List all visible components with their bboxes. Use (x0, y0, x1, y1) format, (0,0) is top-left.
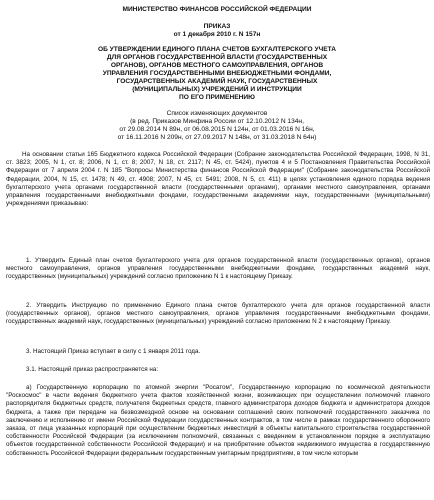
preamble-paragraph: На основании статьи 165 Бюджетного кодекса Российской Федерации (Собрание законодательства Российской Федерации, 1998, N 31, ст. 3823; 2005, N 1, ст. 8; 2006, N 1, ст. 8; 2007, N 18, ст. 2117; N 45, ст. 5424), пунктов 4 и 5 Постановления Правительства Российской Федерации от 7 апреля 2004 г. N 185 "Вопросы Министерства финансов Российской Федерации" (Собрание законодательства Российской Федерации, 2004, N 15, ст. 1478; N 49, ст. 4908; 2007, N 45, ст. 5491; 2008, N 5, ст. 411) в целях установления единого порядка ведения бухгалтерского учета органами государственной власти (государственными органами), органами местного самоуправления, органами управления государственными внебюджетными фондами, государственными академиями наук, государственными (муниципальными) учреждениями приказываю: (6, 151, 430, 208)
order-date: от 1 декабря 2010 г. N 157н (173, 31, 261, 38)
document-title-line: УПРАВЛЕНИЯ ГОСУДАРСТВЕННЫМИ ВНЕБЮДЖЕТНЫМИ ФОНДАМИ, (102, 70, 332, 77)
amendments-heading: Список изменяющих документов (166, 110, 268, 117)
document-title-line: ОРГАНОВ), ОРГАНОВ МЕСТНОГО САМОУПРАВЛЕНИЯ, ОРГАНОВ (110, 62, 324, 69)
order-title: ПРИКАЗ (203, 23, 231, 30)
document-title-line: ГОСУДАРСТВЕННЫХ АКАДЕМИЙ НАУК, ГОСУДАРСТВЕННЫХ (116, 78, 318, 85)
clause-3-1-a-paragraph: а) Государственную корпорацию по атомной энергии "Росатом", Государственную корпорацию по космической деятельности "Роскосмос" в части ведения бюджетного учета фактов хозяйственной жизни, возникающих при осуществлении полномочий главного распорядителя бюджетных средств, получателя бюджетных средств, главного администратора доходов бюджета и администратора доходов бюджета, а также при передаче на безвозмездной основе на основании соглашений своих полномочий государственного заказчика по заключению и исполнению от имени Российской Федерации государственных контрактов, в том числе в рамках государственного оборонного заказа, от лица указанных корпораций при осуществлении бюджетных инвестиций в объекты капитального строительства государственной собственности Российской Федерации (за исключением полномочий, связанных с введением в установленном порядке в эксплуатацию объектов государственной собственности Российской Федерации) и на приобретение объектов недвижимого имущества в государственную собственность Российской Федерации федеральным государственным унитарным предприятиям, в том числе которым (6, 384, 430, 457)
document-title-line: ДЛЯ ОРГАНОВ ГОСУДАРСТВЕННОЙ ВЛАСТИ (ГОСУДАРСТВЕННЫХ (106, 54, 328, 61)
document-title-line: ОБ УТВЕРЖДЕНИИ ЕДИНОГО ПЛАНА СЧЕТОВ БУХГАЛТЕРСКОГО УЧЕТА (97, 46, 337, 53)
document-title-line: (МУНИЦИПАЛЬНЫХ) УЧРЕЖДЕНИЙ И ИНСТРУКЦИИ (132, 86, 302, 93)
clause-3-paragraph: 3. Настоящий Приказ вступает в силу с 1 января 2011 года. (26, 348, 201, 355)
document-title-line: ПО ЕГО ПРИМЕНЕНИЮ (179, 94, 255, 101)
amendments-line: (в ред. Приказов Минфина России от 12.10.2012 N 134н, (130, 118, 304, 125)
clause-1-paragraph: 1. Утвердить Единый план счетов бухгалтерского учета для органов государственной власти (государственных органов), органов местного самоуправления, органов управления государственными внебюджетными фондами, государственных академий наук, государственных (муниципальных) учреждений согласно приложению N 1 к настоящему Приказу. (6, 257, 430, 281)
ministry-name: МИНИСТЕРСТВО ФИНАНСОВ РОССИЙСКОЙ ФЕДЕРАЦИИ (122, 6, 312, 13)
amendments-line: от 16.11.2016 N 209н, от 27.09.2017 N 148н, от 31.03.2018 N 64н) (117, 134, 317, 141)
clause-3-1-paragraph: 3.1. Настоящий приказ распространяется на: (26, 366, 159, 373)
amendments-line: от 29.08.2014 N 89н, от 06.08.2015 N 124н, от 01.03.2016 N 16н, (119, 126, 315, 133)
clause-2-paragraph: 2. Утвердить Инструкцию по применению Единого плана счетов бухгалтерского учета для органов государственной власти (государственных органов), органов местного самоуправления, органов управления государственными внебюджетными фондами, государственных академий наук, государственных (муниципальных) учреждений согласно приложению N 2 к настоящему Приказу. (6, 302, 430, 326)
